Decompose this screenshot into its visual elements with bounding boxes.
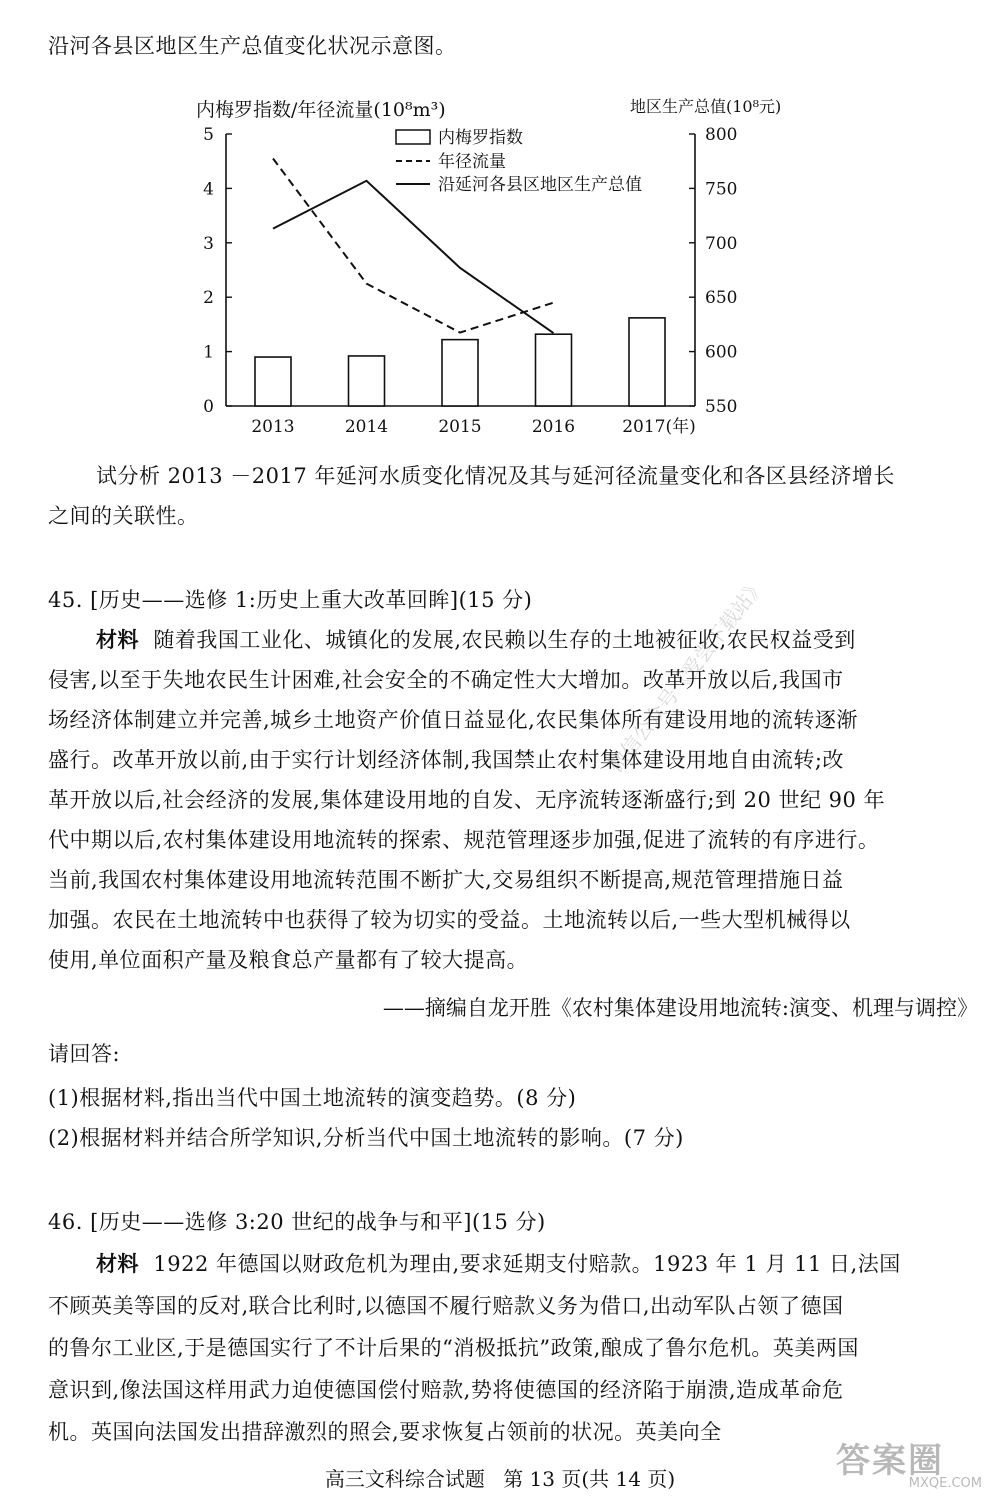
bar-nemerow-index (349, 356, 385, 406)
question-text-line: 试分析 2013 －2017 年延河水质变化情况及其与延河径流量变化和各区县经济增长 (96, 464, 895, 488)
paragraph-line: 场经济体制建立并完善,城乡土地资产价值日益显化,农民集体所有建设用地的流转逐渐 (48, 708, 858, 732)
footer-page-number: 第 13 页(共 14 页) (503, 1467, 676, 1491)
right-tick-label: 700 (705, 233, 738, 254)
x-tick-label: 2013 (251, 417, 295, 437)
paragraph-line: 盛行。改革开放以前,由于实行计划经济体制,我国禁止农村集体建设用地自由流转;改 (48, 748, 844, 772)
x-tick-label: 2014 (344, 417, 389, 437)
paragraph-line: 加强。农民在土地流转中也获得了较为切实的受益。土地流转以后,一些大型机械得以 (48, 908, 851, 932)
left-tick-label: 1 (203, 342, 214, 363)
q46-first-line (96, 1248, 901, 1278)
question-text-line: 之间的关联性。 (48, 504, 199, 528)
right-tick-label: 600 (705, 342, 738, 363)
footer-title: 高三文科综合试题 (324, 1467, 485, 1491)
paragraph-line: 机。英国向法国发出措辞激烈的照会,要求恢复占领前的状况。英美向全 (48, 1420, 722, 1444)
logo-text: 答案圈 (836, 1441, 944, 1481)
legend-label: 内梅罗指数 (438, 128, 523, 148)
material-label: 材料 (96, 1251, 139, 1276)
sub-question-1: (1)根据材料,指出当代中国土地流转的演变趋势。(8 分) (48, 1086, 577, 1110)
answer-prompt: 请回答: (48, 1042, 121, 1066)
right-axis-title: 地区生产总值(10⁸元) (630, 97, 782, 116)
logo-url: MXQE.COM (908, 1476, 982, 1491)
right-tick-label: 650 (705, 288, 738, 309)
paragraph-line: 使用,单位面积产量及粮食总产量都有了较大提高。 (48, 948, 529, 972)
source-citation: ——摘编自龙开胜《农村集体建设用地流转:演变、机理与调控》 (382, 996, 978, 1020)
q45-first-line (96, 624, 856, 654)
right-tick-label: 550 (705, 397, 738, 417)
left-axis-title: 内梅罗指数/年径流量(10⁸m³) (196, 99, 446, 121)
left-tick-label: 4 (203, 179, 214, 200)
x-tick-label: 2016 (531, 417, 576, 437)
sub-question-2: (2)根据材料并结合所学知识,分析当代中国土地流转的影响。(7 分) (48, 1126, 684, 1150)
q46-heading: 46. [历史——选修 3:20 世纪的战争与和平](15 分) (48, 1210, 546, 1234)
bar-nemerow-index (442, 340, 478, 406)
paragraph-line: 的鲁尔工业区,于是德国实行了不计后果的“消极抵抗”政策,酿成了鲁尔危机。英美两国 (48, 1336, 859, 1360)
chart (170, 88, 782, 440)
left-tick-label: 3 (203, 233, 214, 254)
paragraph-text: 1922 年德国以财政危机为理由,要求延期支付赔款。1923 年 1 月 11 日,法国 (153, 1252, 901, 1276)
watermark: 微信公众号《爱尝下载站》 (603, 573, 770, 778)
paragraph-line: 革开放以后,社会经济的发展,集体建设用地的自发、无序流转逐渐盛行;到 20 世纪 90 年 (48, 788, 886, 812)
legend-label: 年径流量 (438, 152, 506, 172)
paragraph-line: 侵害,以至于失地农民生计困难,社会安全的不确定性大大增加。改革开放以后,我国市 (48, 668, 844, 692)
left-tick-label: 2 (203, 288, 214, 309)
paragraph-line: 意识到,像法国这样用武力迫使德国偿付赔款,势将使德国的经济陷于崩溃,造成革命危 (48, 1378, 844, 1402)
bar-nemerow-index (536, 334, 572, 406)
paragraph-line: 代中期以后,农村集体建设用地流转的探索、规范管理逐步加强,促进了流转的有序进行。 (48, 828, 880, 852)
chart-caption: 沿河各县区地区生产总值变化状况示意图。 (48, 34, 457, 58)
right-tick-label: 800 (705, 125, 738, 145)
line-gdp (273, 181, 554, 333)
q45-heading: 45. [历史——选修 1:历史上重大改革回眸](15 分) (48, 588, 533, 612)
paragraph-text: 随着我国工业化、城镇化的发展,农民赖以生存的土地被征收,农民权益受到 (153, 628, 856, 652)
left-tick-label: 0 (203, 397, 214, 417)
bar-nemerow-index (255, 357, 291, 406)
left-tick-label: 5 (203, 125, 214, 145)
site-logo (836, 1433, 986, 1491)
paragraph-line: 当前,我国农村集体建设用地流转范围不断扩大,交易组织不断提高,规范管理措施日益 (48, 868, 844, 892)
paragraph-line: 不顾英美等国的反对,联合比利时,以德国不履行赔款义务为借口,出动军队占领了德国 (48, 1294, 844, 1318)
legend-swatch-bar (396, 130, 430, 144)
legend-label: 沿延河各县区地区生产总值 (438, 175, 642, 195)
x-tick-label: 2017(年) (622, 417, 696, 437)
x-tick-label: 2015 (438, 417, 482, 437)
bar-nemerow-index (629, 318, 665, 406)
material-label: 材料 (96, 627, 139, 652)
right-tick-label: 750 (705, 179, 738, 200)
